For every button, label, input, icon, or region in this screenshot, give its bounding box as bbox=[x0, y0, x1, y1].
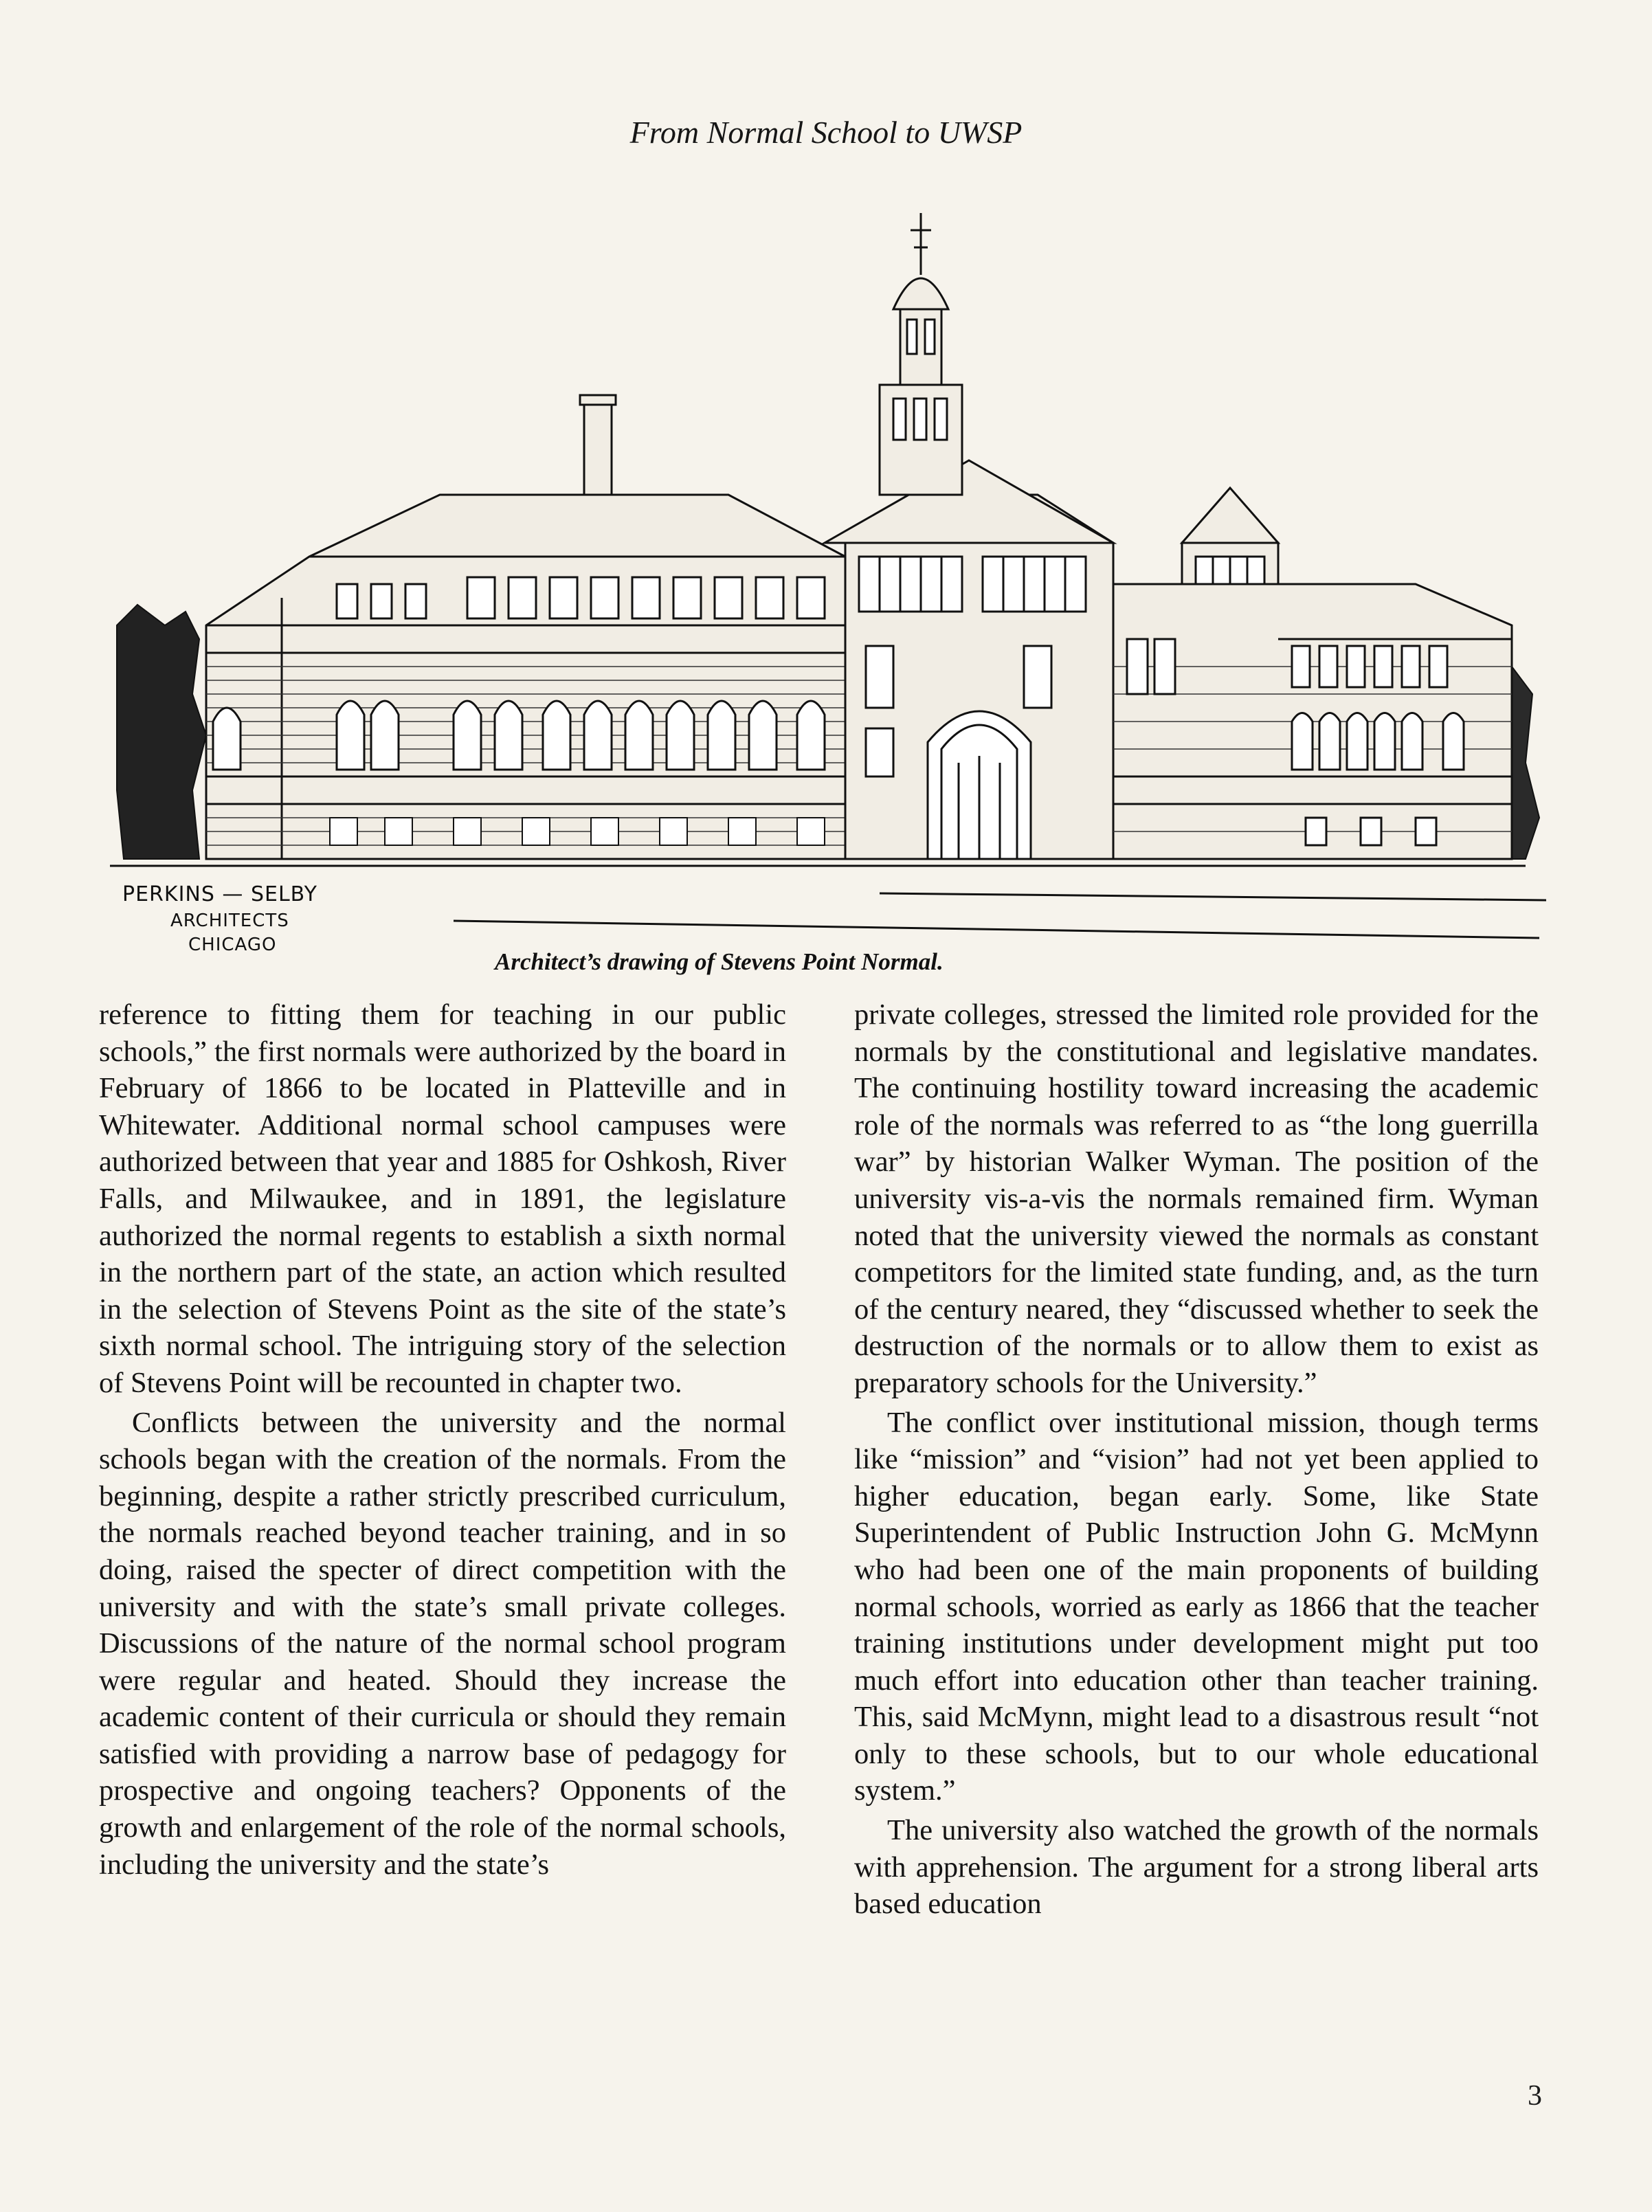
chimney bbox=[584, 399, 612, 495]
left-column bbox=[99, 996, 786, 1883]
building-illustration bbox=[110, 172, 1553, 955]
signature-role: ARCHITECTS bbox=[170, 910, 289, 931]
paragraph: private colleges, stressed the limited role provided for the normals by the constitutional and legislative mandates. The continuing hostility toward increasing the academic role of the normals was referred to as “the long guerrilla war” by historian Walker Wyman. The position of the university vis-a-vis the normals remained firm. Wyman noted that the university viewed the normals as constant competitors for the limited state funding, and, as the turn of the century neared, they “discussed whether to seek the destruction of the normals or to allow them to exist as preparatory schools for the University.” bbox=[854, 998, 1539, 1399]
tree-left bbox=[117, 605, 206, 859]
paragraph: reference to fitting them for teaching in our public schools,” the first normals were authorized by the board in February of 1866 to be located in Platteville and in Whitewater. Additional normal school campuses were authorized between that year and 1885 for Oshkosh, River Falls, and Milwaukee, and in 1891, the legislature authorized the normal regents to establish a sixth normal in the northern part of the state, an action which resulted in the selection of Stevens Point as the site of the state’s sixth normal school. The intriguing story of the selection of Stevens Point will be recounted in chapter two. bbox=[99, 998, 786, 1399]
signature-firm: PERKINS — SELBY bbox=[122, 882, 317, 906]
page-number: 3 bbox=[1528, 2080, 1542, 2112]
signature-city: CHICAGO bbox=[188, 934, 277, 955]
paragraph: The university also watched the growth of the normals with apprehension. The argument for a strong liberal arts based education bbox=[854, 1814, 1539, 1921]
paragraph: The conflict over institutional mission, though terms like “mission” and “vision” had not yet been applied to higher education, began early. Some, like State Superintendent of Public Instruction John G. McMynn who had been one of the main proponents of building normal schools, worried as early as 1866 that the teacher training institutions under development might put too much effort into education other than teacher training. This, said McMynn, might lead to a disastrous result “not only to these schools, but to our whole educational system.” bbox=[854, 1406, 1539, 1807]
paragraph: Conflicts between the university and the normal schools began with the creation of the normals. From the beginning, despite a rather strictly prescribed curriculum, the normals reached beyond teacher training, and in so doing, raised the specter of direct competition with the university and with the state’s small private colleges. Discussions of the nature of the normal school program were regular and heated. Should they increase the academic content of their curricula or should they remain satisfied with providing a narrow base of pedagogy for prospective and ongoing teachers? Opponents of the growth and enlargement of the role of the normal schools, including the university and the state’s bbox=[99, 1406, 786, 1881]
running-header: From Normal School to UWSP bbox=[629, 115, 1023, 150]
architect-drawing bbox=[110, 172, 1553, 955]
cupola bbox=[880, 213, 962, 495]
left-wing bbox=[206, 495, 845, 859]
figure-caption: Architect’s drawing of Stevens Point Normal. bbox=[495, 948, 944, 975]
architect-signature bbox=[122, 881, 317, 957]
central-tower bbox=[825, 460, 1113, 859]
right-column bbox=[854, 996, 1539, 1923]
